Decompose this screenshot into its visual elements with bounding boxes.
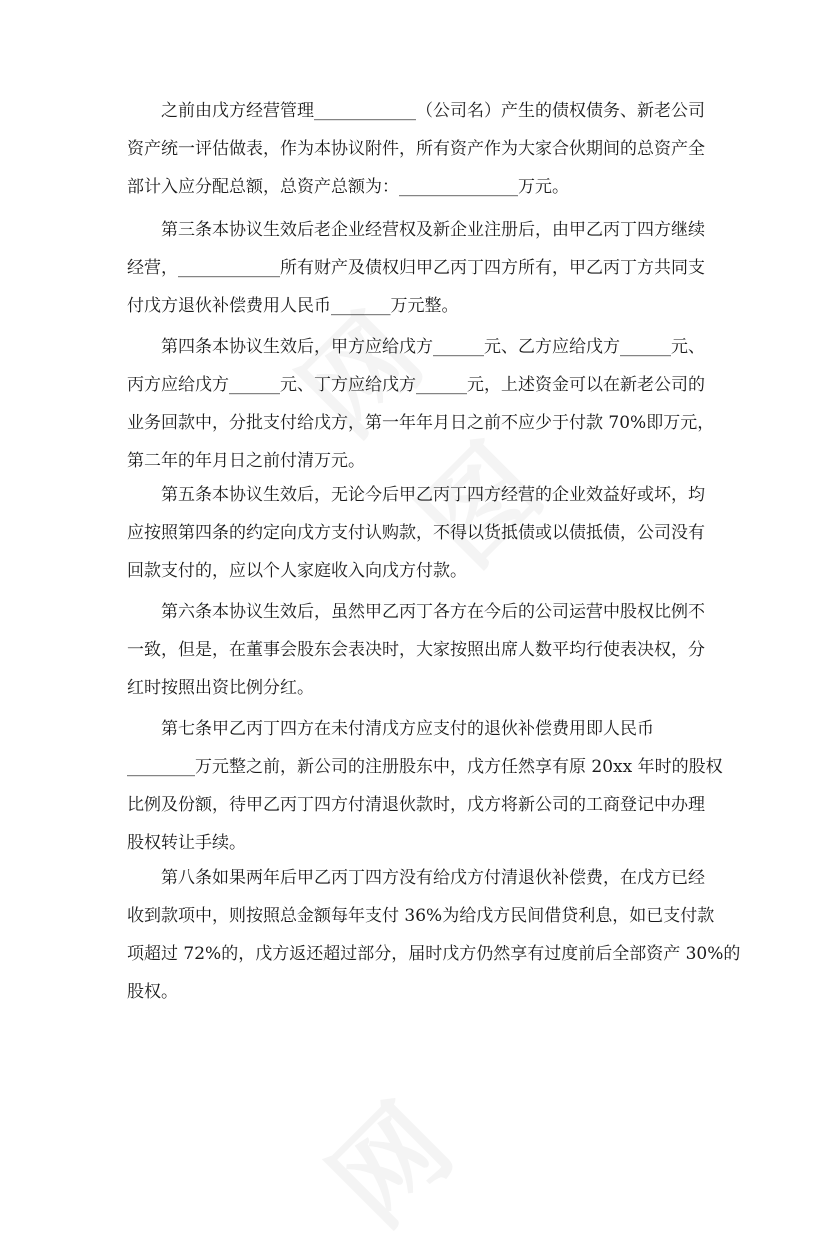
watermark bbox=[290, 1064, 480, 1254]
article-5 bbox=[127, 476, 705, 590]
text-line: 经营，____________所有财产及债权归甲乙丙丁四方所有，甲乙丙丁方共同支 bbox=[127, 258, 705, 278]
text-line: 资产统一评估做表，作为本协议附件，所有资产作为大家合伙期间的总资产全 bbox=[127, 139, 705, 159]
text-line: 业务回款中，分批支付给戊方，第一年年月日之前不应少于付款 70%即万元， bbox=[127, 413, 715, 433]
text-line: 第五条本协议生效后，无论今后甲乙丙丁四方经营的企业效益好或坏，均 bbox=[161, 485, 705, 505]
text-line: 第八条如果两年后甲乙丙丁四方没有给戊方付清退伙补偿费，在戊方已经 bbox=[161, 868, 705, 888]
paragraph-continuation bbox=[127, 92, 705, 206]
article-4 bbox=[127, 328, 715, 480]
text-line: 项超过 72%的，戊方返还超过部分，届时戊方仍然享有过度前后全部资产 30%的 bbox=[127, 944, 741, 964]
text-line: 第二年的年月日之前付清万元。 bbox=[127, 451, 365, 471]
text-line: 收到款项中，则按照总金额每年支付 36%为给戊方民间借贷利息，如已支付款 bbox=[127, 906, 715, 926]
text-line: 第七条甲乙丙丁四方在未付清戊方应支付的退伙补偿费用即人民币 bbox=[161, 719, 654, 739]
text-line: 红时按照出资比例分红。 bbox=[127, 678, 314, 698]
article-7 bbox=[127, 710, 723, 862]
text-line: 第三条本协议生效后老企业经营权及新企业注册后，由甲乙丙丁四方继续 bbox=[161, 220, 705, 240]
text-line: 第六条本协议生效后，虽然甲乙丙丁各方在今后的公司运营中股权比例不 bbox=[161, 602, 705, 622]
article-8 bbox=[127, 859, 741, 1011]
text-line: 股权。 bbox=[127, 982, 178, 1002]
text-line: 回款支付的，应以个人家庭收入向戊方付款。 bbox=[127, 561, 467, 581]
text-line: 付戊方退伙补偿费用人民币_______万元整。 bbox=[127, 296, 459, 316]
article-3 bbox=[127, 211, 705, 325]
article-6 bbox=[127, 593, 705, 707]
text-line: 股权转让手续。 bbox=[127, 833, 246, 853]
text-line: 丙方应给戊方______元、丁方应给戊方______元，上述资金可以在新老公司的 bbox=[127, 375, 705, 395]
text-line: 之前由戊方经营管理____________（公司名）产生的债权债务、新老公司 bbox=[161, 101, 705, 121]
text-line: 第四条本协议生效后，甲方应给戊方______元、乙方应给戊方______元、 bbox=[161, 337, 705, 357]
text-line: ________万元整之前，新公司的注册股东中，戊方任然享有原 20xx 年时的股权 bbox=[127, 757, 723, 777]
text-line: 一致，但是，在董事会股东会表决时，大家按照出席人数平均行使表决权，分 bbox=[127, 640, 705, 660]
text-line: 比例及份额，待甲乙丙丁四方付清退伙款时，戊方将新公司的工商登记中办理 bbox=[127, 795, 705, 815]
text-line: 应按照第四条的约定向戊方支付认购款，不得以货抵债或以债抵债，公司没有 bbox=[127, 523, 705, 543]
text-line: 部计入应分配总额，总资产总额为：______________万元。 bbox=[127, 177, 569, 197]
